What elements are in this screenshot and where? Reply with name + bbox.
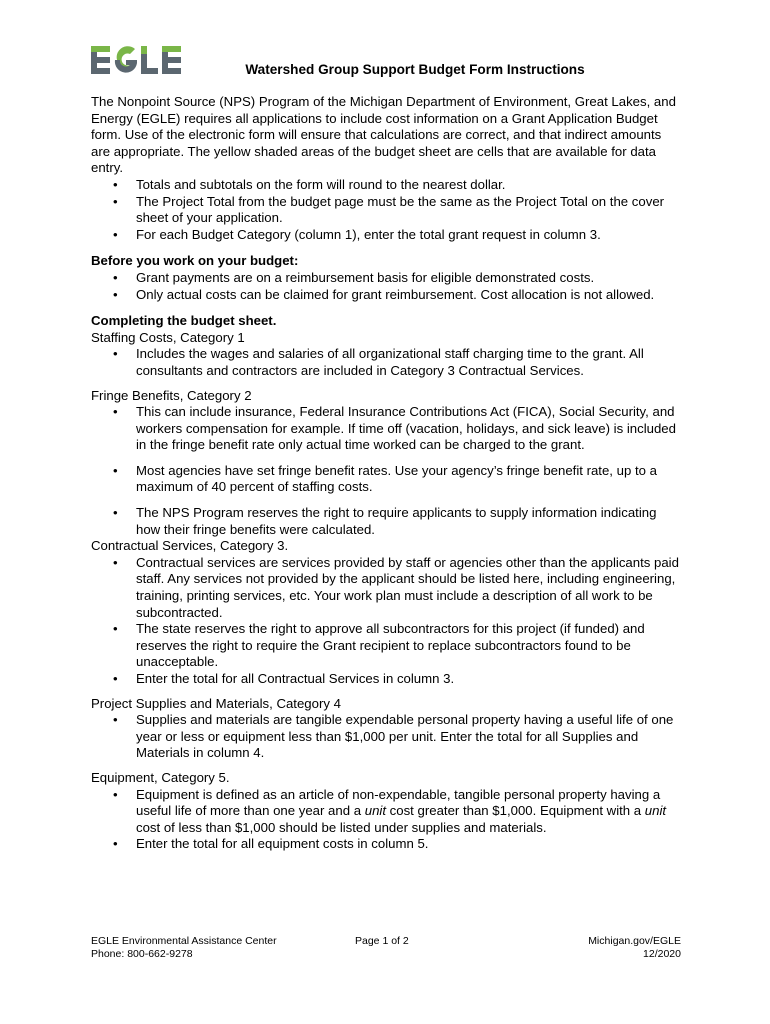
supplies-list [91,712,681,762]
list-item: • Most agencies have set fringe benefit rates. Use your agency’s fringe benefit rate, up to a maximum of 40 percent of staffing costs. [113,462,657,495]
list-item: • Only actual costs can be claimed for grant reimbursement. Cost allocation is not allowed. [113,286,655,302]
list-item: • Totals and subtotals on the form will round to the nearest dollar. [113,176,506,192]
fringe-list [91,404,681,538]
supplies-heading: Project Supplies and Materials, Category 4 [91,695,341,711]
list-item: • Enter the total for all equipment costs in column 5. [113,836,429,852]
footer-website: Michigan.gov/EGLE 12/2020 [588,935,681,960]
list-item: • Supplies and materials are tangible expendable personal property having a useful life of one year or less or equipment less than $1,000 per unit. Enter the total for all Supplies and Materials in column 4. [113,712,674,761]
list-item: • Grant payments are on a reimbursement basis for eligible demonstrated costs. [113,269,595,285]
contractual-list [91,555,681,688]
list-item: • The state reserves the right to approve all subcontractors for this project (if funded) and reserves the right to require the Grant recipient to replace subcontractors found to be unacceptable. [113,621,645,670]
footer-contact: EGLE Environmental Assistance Center Phone: 800-662-9278 [91,935,277,960]
list-item: • For each Budget Category (column 1), enter the total grant request in column 3. [113,226,601,242]
staffing-heading: Staffing Costs, Category 1 [91,329,245,345]
list-item: • The NPS Program reserves the right to require applicants to supply information indicating how their fringe benefits were calculated. [113,505,657,537]
list-item: • This can include insurance, Federal Insurance Contributions Act (FICA), Social Security, and workers compensation for example. If time off (vacation, holidays, and sick leave) is included in the fringe benefit rate only actual time worked can be charged to the grant. [113,404,676,453]
page-number: Page 1 of 2 [355,935,409,947]
document-body [91,94,681,853]
list-item: • Includes the wages and salaries of all organizational staff charging time to the grant. All consultants and contractors are included in Category 3 Contractual Services. [113,346,644,378]
list-item: • The Project Total from the budget page must be the same as the Project Total on the cover sheet of your application. [113,193,665,226]
equipment-list [91,787,681,853]
list-item: • Enter the total for all Contractual Services in column 3. [113,671,455,686]
intro-list [91,177,681,243]
fringe-heading: Fringe Benefits, Category 2 [91,387,252,403]
staffing-list [91,346,681,379]
contractual-heading: Contractual Services, Category 3. [91,538,289,554]
before-list [91,270,681,303]
before-heading: Before you work on your budget: [91,253,299,269]
list-item: • Contractual services are services provided by staff or agencies other than the applicants paid staff. Any services not provided by the applicant should be listed here, including engineering, training, printing services, etc. Your work plan must include a description of all work to be subcontracted. [113,554,679,620]
list-item: • Equipment is defined as an article of non-expendable, tangible personal property having a useful life of more than one year and a unit cost greater than $1,000. Equipment with a unit cost of less than $1,000 should be listed under supplies and materials. [113,786,667,835]
completing-heading: Completing the budget sheet. [91,313,277,329]
equipment-heading: Equipment, Category 5. [91,769,230,785]
intro-paragraph: The Nonpoint Source (NPS) Program of the Michigan Department of Environment, Great Lakes, and Energy (EGLE) requires all applications to include cost information on a Grant Application Budget form. Use of the electronic form will ensure that calculations are correct, and that indirect amounts are appropriate. The yellow shaded areas of the budget sheet are cells that are available for data entry. [91,94,676,176]
page-title: Watershed Group Support Budget Form Instructions [245,62,585,77]
